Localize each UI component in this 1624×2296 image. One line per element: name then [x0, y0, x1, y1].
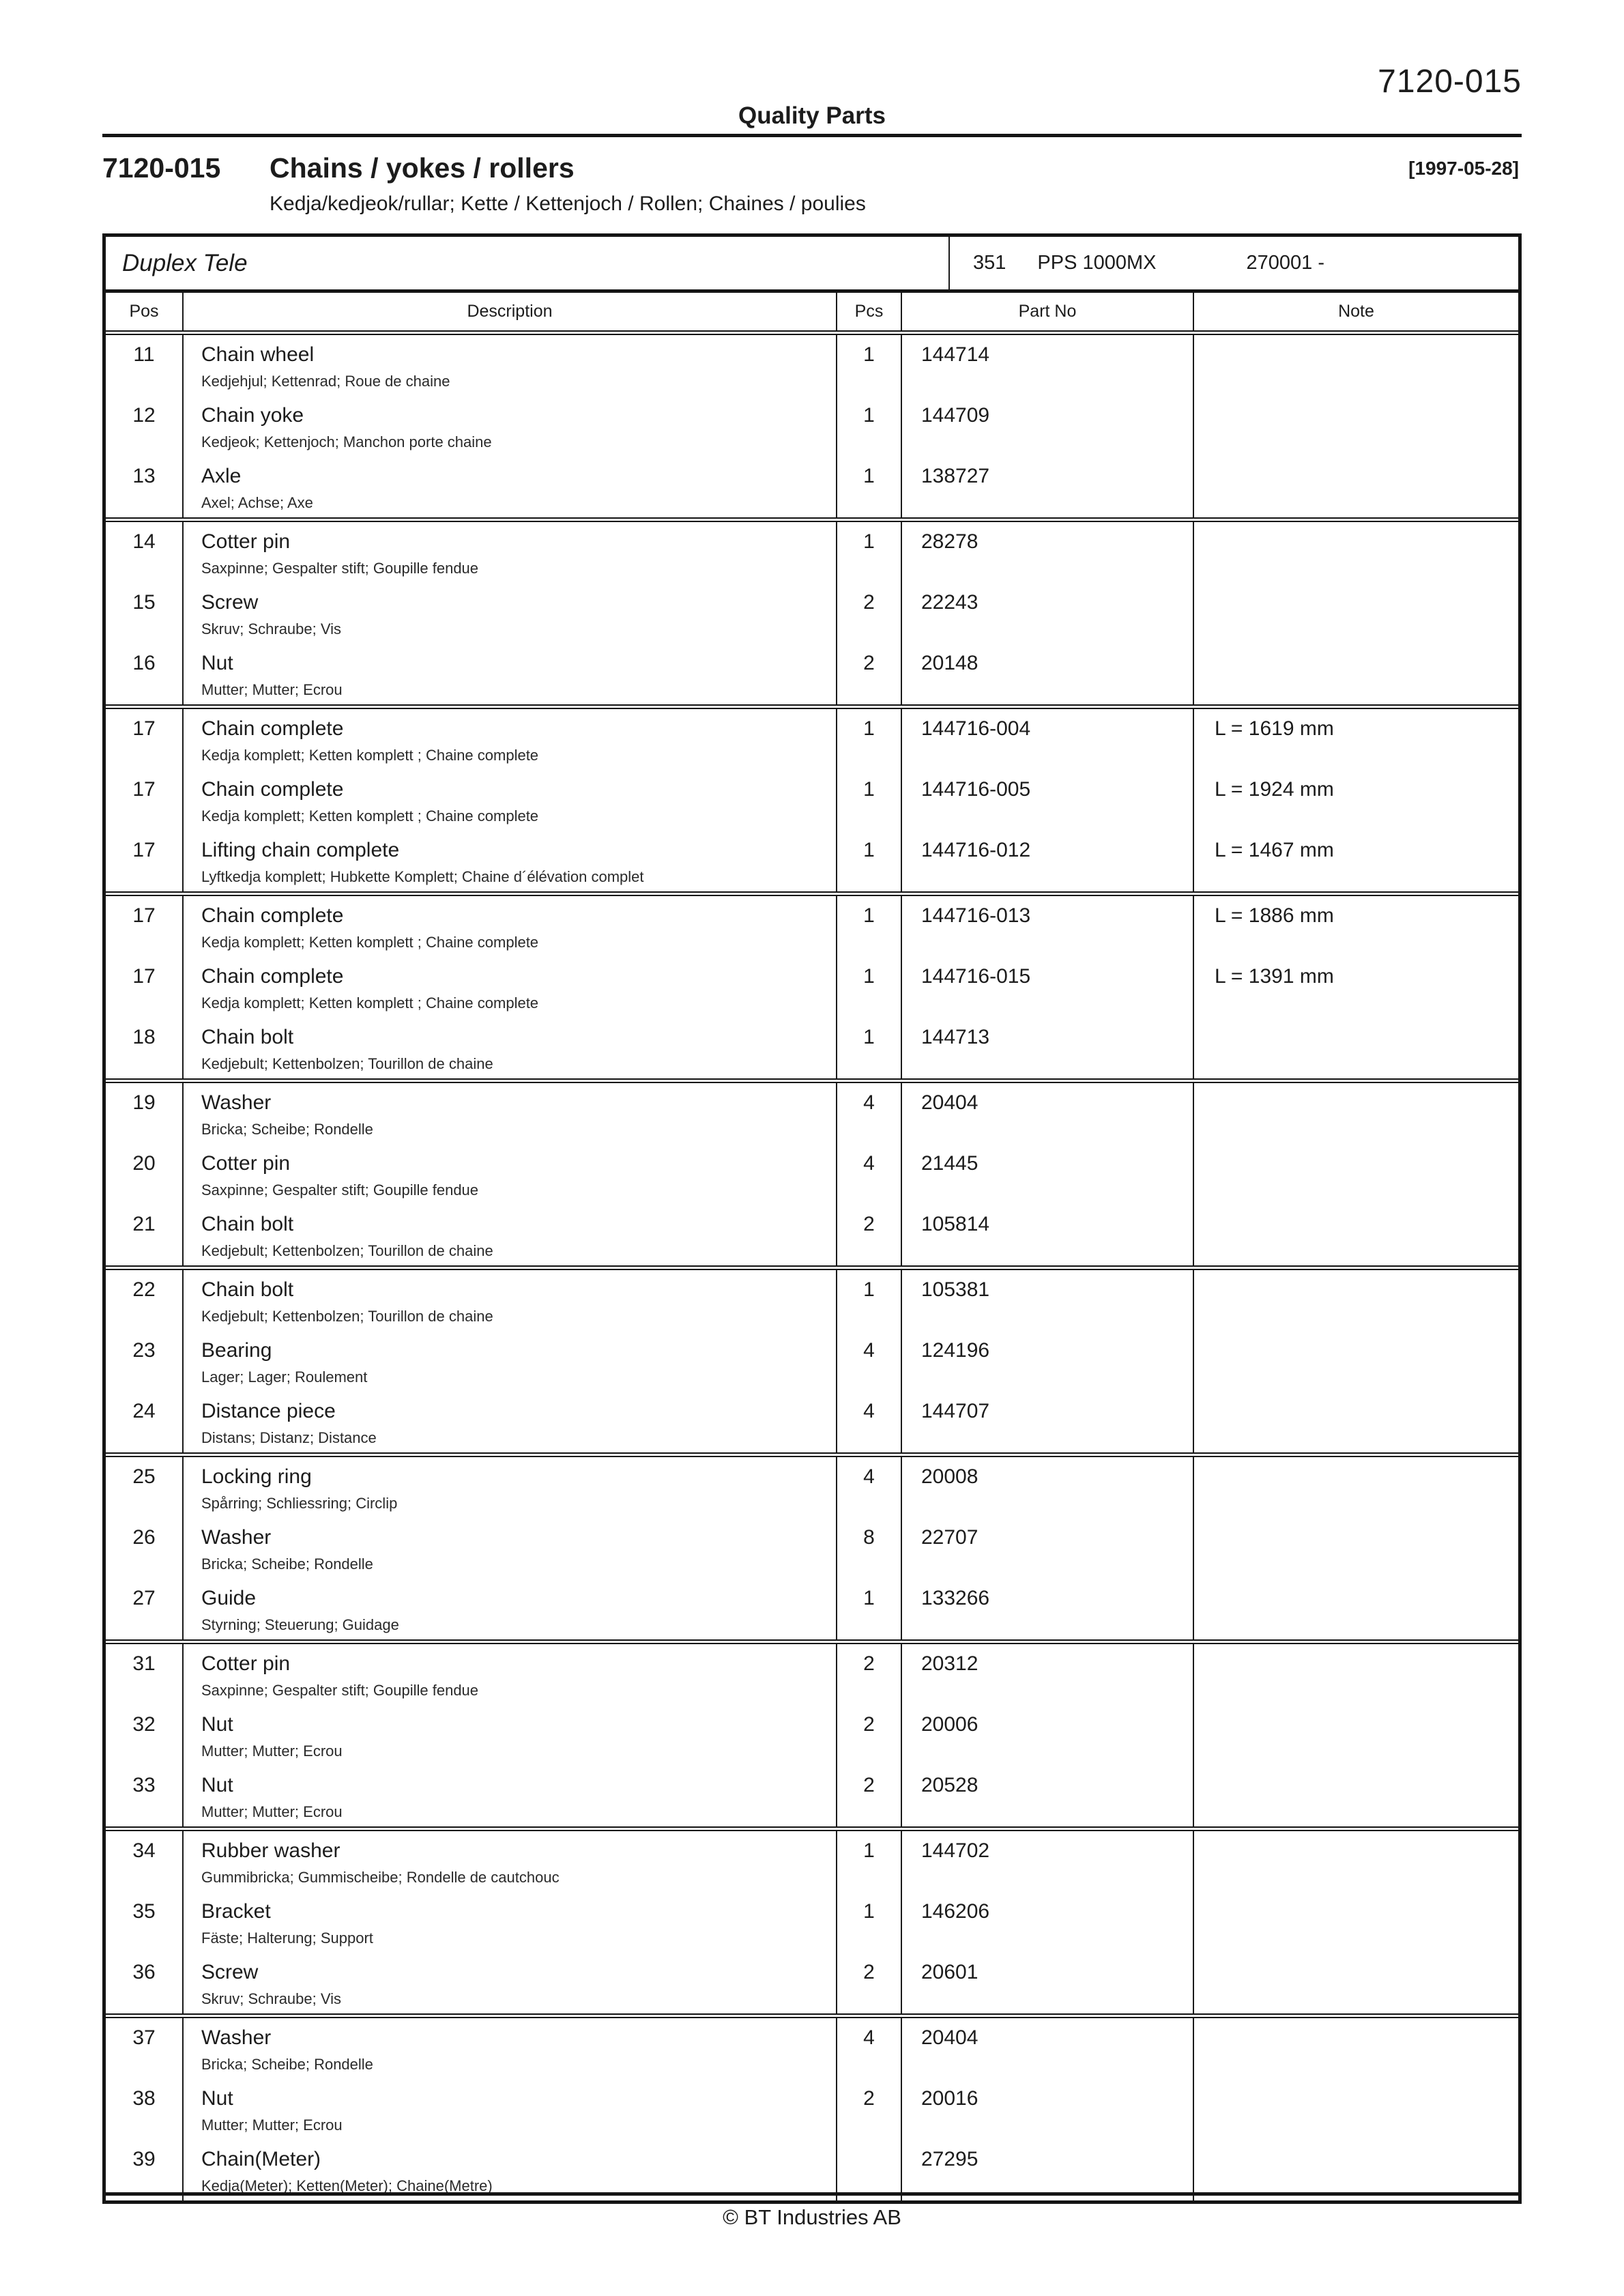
- row-part-no: 144716-015: [902, 957, 1194, 1018]
- header-divider: [102, 134, 1522, 137]
- row-pcs: 2: [837, 1205, 902, 1265]
- row-description-translations: Spårring; Schliessring; Circlip: [201, 1495, 398, 1512]
- revision-date: [1997-05-28]: [1408, 158, 1519, 179]
- table-row: [106, 1644, 1518, 1705]
- row-note: [1194, 644, 1518, 704]
- table-row: [106, 583, 1518, 644]
- row-pcs: 1: [837, 1270, 902, 1331]
- row-pos: 20: [106, 1144, 184, 1205]
- row-description-translations: Fäste; Halterung; Support: [201, 1929, 373, 1947]
- row-note: [1194, 583, 1518, 644]
- row-note: [1194, 1892, 1518, 1953]
- row-part-no: 20016: [902, 2079, 1194, 2140]
- row-note: [1194, 335, 1518, 396]
- row-pcs: 4: [837, 1331, 902, 1392]
- row-description-translations: Distans; Distanz; Distance: [201, 1429, 377, 1446]
- row-note: [1194, 1392, 1518, 1452]
- table-row: [106, 1018, 1518, 1078]
- row-pos: 12: [106, 396, 184, 457]
- column-header-row: [106, 293, 1518, 335]
- row-part-no: 20148: [902, 644, 1194, 704]
- row-description-translations: Styrning; Steuerung; Guidage: [201, 1616, 399, 1633]
- row-description-main: Nut: [201, 1774, 233, 1796]
- table-row: [106, 831, 1518, 891]
- row-description-translations: Skruv; Schraube; Vis: [201, 1990, 342, 2007]
- table-row: [106, 1953, 1518, 2013]
- table-row: [106, 522, 1518, 583]
- row-pos: 34: [106, 1831, 184, 1892]
- row-pos: 17: [106, 957, 184, 1018]
- table-row: [106, 1831, 1518, 1892]
- row-description: [184, 1018, 837, 1078]
- parts-table: [102, 233, 1522, 2204]
- table-row: [106, 1270, 1518, 1331]
- row-note: [1194, 1457, 1518, 1518]
- row-description-translations: Mutter; Mutter; Ecrou: [201, 2116, 343, 2134]
- row-note: [1194, 2079, 1518, 2140]
- row-part-no: 20404: [902, 1083, 1194, 1144]
- row-description-main: Nut: [201, 1713, 233, 1736]
- table-row: [106, 1766, 1518, 1826]
- table-row: [106, 1579, 1518, 1639]
- row-description-main: Nut: [201, 652, 233, 674]
- table-row: [106, 709, 1518, 770]
- row-description: [184, 522, 837, 583]
- machine-code: 351: [973, 252, 1006, 274]
- row-description: [184, 1083, 837, 1144]
- row-part-no: 22707: [902, 1518, 1194, 1579]
- row-part-no: 105814: [902, 1205, 1194, 1265]
- machine-type: PPS 1000MX: [1037, 252, 1157, 274]
- row-description-main: Chain wheel: [201, 343, 315, 366]
- row-part-no: 144707: [902, 1392, 1194, 1452]
- row-description: [184, 1892, 837, 1953]
- row-description-translations: Kedja komplett; Ketten komplett ; Chaine complete: [201, 994, 539, 1011]
- row-description: [184, 896, 837, 957]
- row-pcs: 2: [837, 1766, 902, 1826]
- row-pcs: 1: [837, 1579, 902, 1639]
- section-title: Chains / yokes / rollers: [270, 152, 575, 184]
- row-pcs: 1: [837, 770, 902, 831]
- page-code-top-right: 7120-015: [1378, 63, 1522, 100]
- table-row: [106, 770, 1518, 831]
- table-row: [106, 1205, 1518, 1265]
- table-row: [106, 1392, 1518, 1452]
- row-pos: 16: [106, 644, 184, 704]
- row-note: [1194, 1018, 1518, 1078]
- row-description: [184, 1331, 837, 1392]
- row-description: [184, 2018, 837, 2079]
- row-description-main: Lifting chain complete: [201, 839, 400, 861]
- page-content: [102, 0, 1522, 2204]
- row-pcs: 2: [837, 583, 902, 644]
- row-description-translations: Mutter; Mutter; Ecrou: [201, 681, 343, 698]
- row-description: [184, 583, 837, 644]
- row-part-no: 27295: [902, 2140, 1194, 2200]
- row-description-main: Chain(Meter): [201, 2148, 321, 2170]
- row-pcs: 4: [837, 1392, 902, 1452]
- row-pos: 11: [106, 335, 184, 396]
- row-description-main: Chain bolt: [201, 1213, 294, 1235]
- row-description: [184, 1579, 837, 1639]
- copyright-text: © BT Industries AB: [723, 2205, 901, 2229]
- row-description-translations: Bricka; Scheibe; Rondelle: [201, 1555, 373, 1573]
- table-row: [106, 896, 1518, 957]
- row-description-translations: Kedja komplett; Ketten komplett ; Chaine complete: [201, 747, 539, 764]
- row-part-no: 138727: [902, 457, 1194, 517]
- row-pos: 35: [106, 1892, 184, 1953]
- row-description-main: Washer: [201, 1091, 272, 1114]
- table-row: [106, 335, 1518, 396]
- row-note: [1194, 1270, 1518, 1331]
- row-description: [184, 644, 837, 704]
- row-pcs: 1: [837, 457, 902, 517]
- row-pcs: 4: [837, 1144, 902, 1205]
- row-part-no: 28278: [902, 522, 1194, 583]
- row-pos: 13: [106, 457, 184, 517]
- row-group: [106, 335, 1518, 522]
- row-description-main: Locking ring: [201, 1465, 312, 1488]
- row-description: [184, 957, 837, 1018]
- row-part-no: 144713: [902, 1018, 1194, 1078]
- row-pos: 31: [106, 1644, 184, 1705]
- table-row: [106, 457, 1518, 517]
- row-part-no: 20006: [902, 1705, 1194, 1766]
- row-description-translations: Mutter; Mutter; Ecrou: [201, 1803, 343, 1820]
- table-body: [106, 335, 1518, 2200]
- row-description: [184, 709, 837, 770]
- row-group: [106, 1644, 1518, 1831]
- column-header-description: Description: [184, 293, 837, 330]
- section-subtitle: Kedja/kedjeok/rullar; Kette / Kettenjoch / Rollen; Chaines / poulies: [270, 192, 866, 215]
- row-note: [1194, 522, 1518, 583]
- row-description-main: Chain bolt: [201, 1278, 294, 1301]
- row-part-no: 105381: [902, 1270, 1194, 1331]
- row-note: [1194, 2018, 1518, 2079]
- row-description: [184, 2140, 837, 2200]
- row-description-main: Chain complete: [201, 717, 344, 740]
- row-group: [106, 709, 1518, 896]
- row-description-translations: Kedjeok; Kettenjoch; Manchon porte chaine: [201, 433, 492, 450]
- row-part-no: 144716-013: [902, 896, 1194, 957]
- row-description-main: Distance piece: [201, 1400, 336, 1422]
- row-pos: 38: [106, 2079, 184, 2140]
- row-description-translations: Kedjebult; Kettenbolzen; Tourillon de chaine: [201, 1055, 493, 1072]
- row-pos: 27: [106, 1579, 184, 1639]
- row-description: [184, 335, 837, 396]
- row-pos: 17: [106, 831, 184, 891]
- row-description-translations: Axel; Achse; Axe: [201, 494, 313, 511]
- row-description-main: Bearing: [201, 1339, 272, 1362]
- row-pcs: 1: [837, 709, 902, 770]
- row-description: [184, 396, 837, 457]
- row-pos: 26: [106, 1518, 184, 1579]
- row-part-no: 20008: [902, 1457, 1194, 1518]
- row-pos: 22: [106, 1270, 184, 1331]
- row-group: [106, 1083, 1518, 1270]
- row-note: L = 1924 mm: [1215, 778, 1334, 801]
- row-description-main: Nut: [201, 2087, 233, 2110]
- row-description: [184, 1766, 837, 1826]
- row-note: [1194, 1705, 1518, 1766]
- row-description-translations: Kedjehjul; Kettenrad; Roue de chaine: [201, 373, 450, 390]
- table-row: [106, 2140, 1518, 2200]
- row-pcs: 2: [837, 1644, 902, 1705]
- row-pos: 32: [106, 1705, 184, 1766]
- row-description: [184, 1705, 837, 1766]
- row-description: [184, 1270, 837, 1331]
- row-pcs: 1: [837, 1831, 902, 1892]
- row-description: [184, 1518, 837, 1579]
- row-group: [106, 896, 1518, 1083]
- row-pcs: 2: [837, 1953, 902, 2013]
- row-group: [106, 1831, 1518, 2018]
- row-pos: 33: [106, 1766, 184, 1826]
- row-description-translations: Mutter; Mutter; Ecrou: [201, 1742, 343, 1760]
- row-note: L = 1467 mm: [1215, 839, 1334, 861]
- row-pcs: 2: [837, 2079, 902, 2140]
- row-pcs: 1: [837, 957, 902, 1018]
- row-pcs: 2: [837, 1705, 902, 1766]
- row-pos: 15: [106, 583, 184, 644]
- row-pos: 18: [106, 1018, 184, 1078]
- row-description-main: Chain complete: [201, 904, 344, 927]
- table-row: [106, 396, 1518, 457]
- row-pcs: [837, 2140, 902, 2200]
- row-description: [184, 1457, 837, 1518]
- table-row: [106, 644, 1518, 704]
- row-part-no: 146206: [902, 1892, 1194, 1953]
- row-description-main: Bracket: [201, 1900, 271, 1923]
- row-pcs: 4: [837, 2018, 902, 2079]
- row-description-translations: Saxpinne; Gespalter stift; Goupille fendue: [201, 560, 479, 577]
- row-pcs: 8: [837, 1518, 902, 1579]
- table-row: [106, 1144, 1518, 1205]
- table-row: [106, 2018, 1518, 2079]
- brand-title: Quality Parts: [738, 102, 886, 129]
- row-note: [1194, 457, 1518, 517]
- table-row: [106, 1518, 1518, 1579]
- row-pcs: 1: [837, 396, 902, 457]
- row-note: [1194, 1518, 1518, 1579]
- row-pcs: 4: [837, 1457, 902, 1518]
- row-description-translations: Kedja komplett; Ketten komplett ; Chaine complete: [201, 934, 539, 951]
- row-pos: 24: [106, 1392, 184, 1452]
- row-note: L = 1886 mm: [1215, 904, 1334, 927]
- row-description-main: Rubber washer: [201, 1839, 340, 1862]
- machine-info-right: [950, 237, 1518, 289]
- table-row: [106, 1457, 1518, 1518]
- row-description-translations: Bricka; Scheibe; Rondelle: [201, 2056, 373, 2073]
- row-description: [184, 831, 837, 891]
- row-pos: 17: [106, 770, 184, 831]
- table-row: [106, 957, 1518, 1018]
- row-description: [184, 457, 837, 517]
- row-pcs: 1: [837, 522, 902, 583]
- row-pcs: 1: [837, 896, 902, 957]
- row-pcs: 1: [837, 335, 902, 396]
- table-row: [106, 1705, 1518, 1766]
- page-header: [102, 63, 1522, 134]
- column-header-pcs: Pcs: [837, 293, 902, 330]
- row-part-no: 21445: [902, 1144, 1194, 1205]
- row-group: [106, 1270, 1518, 1457]
- row-pos: 21: [106, 1205, 184, 1265]
- row-pcs: 1: [837, 1018, 902, 1078]
- row-note: [1194, 1766, 1518, 1826]
- row-group: [106, 2018, 1518, 2200]
- row-description-translations: Bricka; Scheibe; Rondelle: [201, 1121, 373, 1138]
- column-header-part-no: Part No: [902, 293, 1194, 330]
- row-note: [1194, 1831, 1518, 1892]
- row-description-main: Screw: [201, 1961, 259, 1983]
- table-row: [106, 1892, 1518, 1953]
- machine-info-row: [106, 237, 1518, 293]
- row-note: [1194, 1144, 1518, 1205]
- page-footer: [102, 2192, 1522, 2230]
- row-description: [184, 770, 837, 831]
- row-part-no: 124196: [902, 1331, 1194, 1392]
- row-description-main: Chain complete: [201, 778, 344, 801]
- row-description-main: Cotter pin: [201, 1652, 291, 1675]
- row-description: [184, 2079, 837, 2140]
- column-header-pos: Pos: [106, 293, 184, 330]
- row-description-translations: Kedjebult; Kettenbolzen; Tourillon de chaine: [201, 1242, 493, 1259]
- row-pos: 17: [106, 709, 184, 770]
- row-pcs: 2: [837, 644, 902, 704]
- row-part-no: 20528: [902, 1766, 1194, 1826]
- row-part-no: 20312: [902, 1644, 1194, 1705]
- row-part-no: 20404: [902, 2018, 1194, 2079]
- row-description-main: Cotter pin: [201, 530, 291, 553]
- row-part-no: 144709: [902, 396, 1194, 457]
- row-description-main: Guide: [201, 1587, 257, 1609]
- column-header-note: Note: [1338, 302, 1374, 321]
- row-note: [1194, 1331, 1518, 1392]
- row-description-translations: Kedja(Meter); Ketten(Meter); Chaine(Metre): [201, 2177, 493, 2194]
- row-description-main: Cotter pin: [201, 1152, 291, 1175]
- row-pos: 37: [106, 2018, 184, 2079]
- row-note: L = 1619 mm: [1215, 717, 1334, 740]
- row-description-main: Washer: [201, 2026, 272, 2049]
- title-line: [102, 152, 1522, 184]
- row-description-main: Chain complete: [201, 965, 344, 988]
- table-row: [106, 2079, 1518, 2140]
- row-note: [1194, 1083, 1518, 1144]
- row-part-no: 144714: [902, 335, 1194, 396]
- row-pcs: 1: [837, 1892, 902, 1953]
- row-pcs: 1: [837, 831, 902, 891]
- row-pos: 39: [106, 2140, 184, 2200]
- row-description: [184, 1392, 837, 1452]
- row-pos: 25: [106, 1457, 184, 1518]
- row-part-no: 144716-004: [902, 709, 1194, 770]
- row-pos: 17: [106, 896, 184, 957]
- title-block: [102, 152, 1522, 216]
- row-description-main: Axle: [201, 465, 242, 487]
- row-note: L = 1391 mm: [1215, 965, 1334, 988]
- row-part-no: 22243: [902, 583, 1194, 644]
- machine-serial-range: 270001 -: [1246, 252, 1324, 274]
- row-description-translations: Saxpinne; Gespalter stift; Goupille fendue: [201, 1682, 479, 1699]
- row-pos: 14: [106, 522, 184, 583]
- table-row: [106, 1083, 1518, 1144]
- row-pos: 19: [106, 1083, 184, 1144]
- row-description: [184, 1144, 837, 1205]
- row-part-no: 133266: [902, 1579, 1194, 1639]
- row-description: [184, 1205, 837, 1265]
- row-description-translations: Kedja komplett; Ketten komplett ; Chaine complete: [201, 807, 539, 824]
- row-description-translations: Lyftkedja komplett; Hubkette Komplett; Chaine d´élévation complet: [201, 868, 644, 885]
- table-row: [106, 1331, 1518, 1392]
- row-description: [184, 1831, 837, 1892]
- row-note: [1194, 1953, 1518, 2013]
- row-description-translations: Gummibricka; Gummischeibe; Rondelle de cautchouc: [201, 1869, 560, 1886]
- row-part-no: 144716-012: [902, 831, 1194, 891]
- row-description-main: Screw: [201, 591, 259, 614]
- row-note: [1194, 1579, 1518, 1639]
- row-pcs: 4: [837, 1083, 902, 1144]
- row-description: [184, 1953, 837, 2013]
- row-description-translations: Saxpinne; Gespalter stift; Goupille fendue: [201, 1181, 479, 1199]
- row-description-translations: Skruv; Schraube; Vis: [201, 620, 342, 637]
- section-code: 7120-015: [102, 152, 221, 184]
- row-description-main: Chain yoke: [201, 404, 304, 427]
- row-part-no: 144716-005: [902, 770, 1194, 831]
- row-description-translations: Kedjebult; Kettenbolzen; Tourillon de chaine: [201, 1308, 493, 1325]
- row-part-no: 144702: [902, 1831, 1194, 1892]
- machine-model: Duplex Tele: [106, 237, 950, 289]
- row-pos: 23: [106, 1331, 184, 1392]
- row-group: [106, 1457, 1518, 1644]
- row-note: [1194, 2140, 1518, 2200]
- row-description: [184, 1644, 837, 1705]
- row-part-no: 20601: [902, 1953, 1194, 2013]
- row-pos: 36: [106, 1953, 184, 2013]
- row-description-main: Washer: [201, 1526, 272, 1549]
- row-note: [1194, 1644, 1518, 1705]
- row-description-translations: Lager; Lager; Roulement: [201, 1368, 368, 1386]
- row-description-main: Chain bolt: [201, 1026, 294, 1048]
- row-group: [106, 522, 1518, 709]
- row-note: [1194, 1205, 1518, 1265]
- row-note: [1194, 396, 1518, 457]
